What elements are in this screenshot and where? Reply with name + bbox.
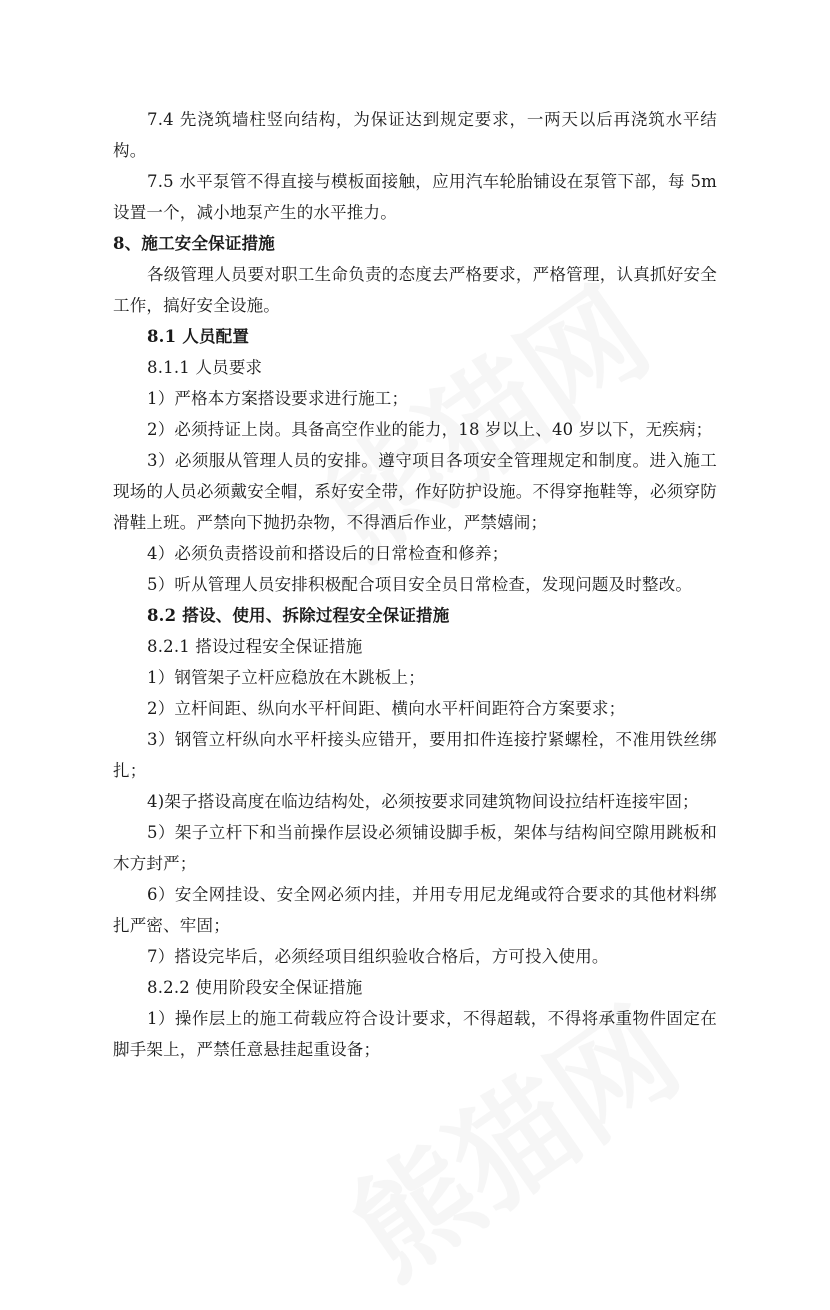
subsection-heading-8-1: 8.1 人员配置	[147, 327, 250, 346]
subsection-8-2-2: 8.2.2 使用阶段安全保证措施	[147, 978, 363, 997]
paragraph-7-4: 7.4 先浇筑墙柱竖向结构，为保证达到规定要求，一两天以后再浇筑水平结构。	[113, 110, 717, 160]
list-item: 4)架子搭设高度在临边结构处，必须按要求同建筑物间设拉结杆连接牢固；	[147, 792, 699, 811]
list-item: 1）钢管架子立杆应稳放在木跳板上；	[147, 668, 425, 687]
subsection-8-2-1: 8.2.1 搭设过程安全保证措施	[147, 637, 363, 656]
document-body	[113, 104, 717, 1065]
list-item: 5）听从管理人员安排积极配合项目安全员日常检查，发现问题及时整改。	[147, 575, 693, 594]
subsection-8-1-1: 8.1.1 人员要求	[147, 358, 263, 377]
list-item: 6）安全网挂设、安全网必须内挂，并用专用尼龙绳或符合要求的其他材料绑扎严密、牢固；	[113, 885, 717, 935]
list-item: 5）架子立杆下和当前操作层设必须铺设脚手板，架体与结构间空隙用跳板和木方封严；	[113, 823, 717, 873]
list-item: 4）必须负责搭设前和搭设后的日常检查和修养；	[147, 544, 509, 563]
section-heading-8: 8、施工安全保证措施	[113, 234, 275, 253]
paragraph-7-5: 7.5 水平泵管不得直接与模板面接触，应用汽车轮胎铺设在泵管下部，每 5m 设置一个，减小地泵产生的水平推力。	[113, 172, 717, 222]
list-item: 7）搭设完毕后，必须经项目组织验收合格后，方可投入使用。	[147, 947, 609, 966]
list-item: 2）必须持证上岗。具备高空作业的能力，18 岁以上、40 岁以下，无疾病；	[147, 420, 713, 439]
list-item: 3）钢管立杆纵向水平杆接头应错开，要用扣件连接拧紧螺栓，不准用铁丝绑扎；	[113, 730, 717, 780]
list-item: 1）严格本方案搭设要求进行施工；	[147, 389, 409, 408]
list-item: 2）立杆间距、纵向水平杆间距、横向水平杆间距符合方案要求；	[147, 699, 626, 718]
paragraph-intro: 各级管理人员要对职工生命负责的态度去严格要求，严格管理，认真抓好安全工作，搞好安全设施。	[113, 265, 717, 315]
subsection-heading-8-2: 8.2 搭设、使用、拆除过程安全保证措施	[147, 606, 450, 625]
list-item: 3）必须服从管理人员的安排。遵守项目各项安全管理规定和制度。进入施工现场的人员必须戴安全帽，系好安全带，作好防护设施。不得穿拖鞋等，必须穿防滑鞋上班。严禁向下抛扔杂物，不得酒后作业，严禁嬉闹；	[113, 451, 717, 532]
list-item: 1）操作层上的施工荷载应符合设计要求，不得超载，不得将承重物件固定在脚手架上，严禁任意悬挂起重设备；	[113, 1009, 717, 1059]
